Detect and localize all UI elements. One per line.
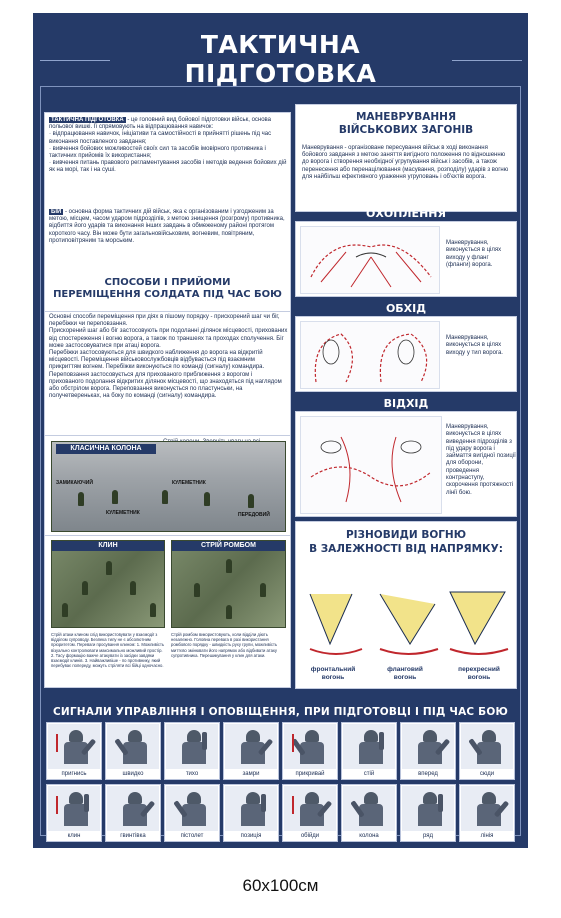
fire-type-cross [444, 666, 514, 681]
wedge-label: КЛИН [52, 541, 164, 551]
page-title [33, 30, 528, 88]
withdrawal-panel [295, 411, 517, 517]
bypass-panel [295, 316, 517, 392]
signal-label: пригнись [61, 771, 87, 777]
size-label: 60x100см [242, 876, 319, 895]
fire-type-frontal [300, 666, 366, 681]
title-line-2: ПІДГОТОВКА [184, 59, 377, 88]
signal-soldier-figure [343, 724, 395, 769]
signal-label: обійди [300, 833, 320, 839]
signal-card [282, 722, 338, 780]
signal-soldier-figure [48, 786, 100, 831]
signal-soldier-figure [284, 786, 336, 831]
envelopment-heading: ОХОПЛЕННЯ [366, 207, 446, 220]
fire-type-label: перехресний [458, 666, 500, 673]
envelopment-note: Маневрування, виконується в цілях виходу у фланг (фланги) ворога. [446, 240, 502, 268]
signal-card [105, 722, 161, 780]
rhombus-photo [171, 540, 286, 628]
rhombus-label: СТРІЙ РОМБОМ [172, 541, 285, 551]
signal-card [164, 722, 220, 780]
signal-card [46, 784, 102, 842]
fire-type-label: вогонь [393, 673, 417, 681]
movement-heading-line-2: ПЕРЕМІЩЕННЯ СОЛДАТА ПІД ЧАС БОЮ [53, 289, 282, 300]
signal-label: клин [67, 833, 81, 839]
signal-soldier-figure [225, 724, 277, 769]
column-tag: ПЕРЕДОВИЙ [238, 512, 270, 518]
movement-heading [45, 277, 290, 301]
signal-arrow-icon [56, 796, 58, 814]
maneuver-text: Маневрування - організоване пересування військ в ході виконання бойового завдання з метою заняття вигідного положення по відношенню до ворога і створення необхідної угрупування військ і засобів, а також перенесення або перенацілювання (масування, розподілу) ударів з вогню для найбільш ефективного ураження угруповань і об'єктів ворога. [302, 145, 509, 180]
signal-label: стій [363, 771, 375, 777]
column-tag: КУЛЕМЕТНИК [106, 510, 140, 516]
signal-card [400, 784, 456, 842]
signal-soldier-figure [107, 786, 159, 831]
signal-card [105, 784, 161, 842]
rhombus-note: Стрій ромбом використовують, коли відділи діють незалежно. Головна перевага в разі використання ромбового порядку - швидкість руху групи, можливість миттєво змінювати його напрямок або відбивати атаку супротивника. Перешикування у клин для атаки. [171, 632, 278, 658]
soldier-figure [194, 583, 200, 597]
soldier-figure [248, 494, 254, 508]
column-tag: ЗАМИКАЮЧИЙ [56, 480, 93, 486]
signal-label: прикривай [295, 771, 325, 777]
maneuver-heading-line-1: МАНЕВРУВАННЯ [355, 111, 457, 123]
withdrawal-heading: ВІДХІД [383, 397, 429, 410]
signal-card [341, 784, 397, 842]
battle-paragraph [49, 209, 288, 245]
bypass-scheme [301, 322, 441, 390]
signal-card [223, 784, 279, 842]
battle-term: БІЙ [51, 209, 62, 215]
signal-label: лінія [480, 833, 494, 839]
formations-panel [44, 536, 291, 688]
battle-text: - основна форма тактичних дій військ, яка є організованим і узгодженим за метою, місцем, часом ударом підрозділів, з метою знищення (розгрому) противника, відбиття його ударів та виконання інших завдань в обмеженому районі протягом короткого часу. Він може бути загальновійськовим, вогневим, повітряним, протиповітряним та морським. [49, 209, 285, 244]
column-tag: КУЛЕМЕТНИК [172, 480, 206, 486]
soldier-figure [130, 581, 136, 595]
signal-card [400, 722, 456, 780]
signal-card [46, 722, 102, 780]
bypass-heading: ОБХІД [385, 302, 427, 315]
soldier-figure [62, 603, 68, 617]
movement-panel [44, 312, 291, 436]
withdrawal-diagram [300, 416, 442, 514]
signal-soldier-figure [166, 724, 218, 769]
fire-heading-line-2: В ЗАЛЕЖНОСТІ ВІД НАПРЯМКУ: [309, 543, 503, 555]
signal-arrow-icon [292, 796, 294, 814]
soldier-figure [226, 605, 232, 619]
signal-arrow-icon [292, 734, 294, 752]
signal-label: швидко [122, 771, 144, 777]
signal-card [341, 722, 397, 780]
maneuver-panel [295, 104, 517, 212]
title-line-1: ТАКТИЧНА [200, 30, 361, 59]
movement-heading-line-1: СПОСОБИ І ПРИЙОМИ [104, 277, 231, 288]
signal-label: тихо [185, 771, 199, 777]
soldier-figure [82, 581, 88, 595]
signal-label: гвинтівка [120, 833, 146, 839]
bypass-diagram [300, 321, 440, 389]
fire-panel [295, 521, 517, 689]
signal-soldier-figure [402, 786, 454, 831]
signal-label: ряд [422, 833, 434, 839]
maneuver-heading [296, 111, 516, 137]
intro-item: · відпрацювання навичок, ініціативи та самостійності в прийнятті рішень під час виконання поставленого завдання; [49, 131, 272, 145]
soldier-figure [106, 561, 112, 575]
envelopment-diagram [300, 226, 440, 294]
wedge-photo [51, 540, 165, 628]
maneuver-heading-line-2: ВІЙСЬКОВИХ ЗАГОНІВ [338, 124, 474, 136]
signal-arrow-icon [56, 734, 58, 752]
signal-card [282, 784, 338, 842]
soldier-figure [260, 583, 266, 597]
signal-label: колона [359, 833, 379, 839]
envelopment-panel [295, 221, 517, 297]
soldier-figure [150, 603, 156, 617]
column-label: КЛАСИЧНА КОЛОНА [56, 444, 156, 454]
fire-type-label: вогонь [321, 673, 345, 681]
movement-text: Основні способи переміщення при діях в пішому порядку - прискорений шаг чи біг, перебіжки чи переповзання. Прискорений шаг або біг застосовують при подоланні ділянок місцевості, прихованих від спостереження і вогню ворога, а також по траншеях та проходах сполучення. Біг може застосовуватися при атаці ворога. Перебіжки застосовуються для швидкого наближення до ворога на відкритій місцевості. Переміщення військовослужбовців відбувається під взаємним прикриттям вогнем. Перебіжки виконуються по команді (сигналу) командира. Переповзання застосовується для прихованого приближення з ворогом і прихованого подолання відкритих ділянок місцевості, що знаходяться під наглядом або обстрілом ворога. Переповзання виконується по пластунськи, на получетвереньках, на боку по команді (сигналу) командира. [49, 314, 288, 400]
soldier-figure [162, 490, 168, 504]
intro-item: · вивчення питань правового регламентування засобів і методів ведення бойових дій як на морі, так і на суші. [49, 160, 287, 174]
signal-card [459, 722, 515, 780]
withdrawal-scheme [301, 417, 443, 515]
wedge-note: Стрій атаки клином слід використовувати у взаємодії з відділом супроводу. Безпека тилу не є абсолютним пріоритетом. Переваги просування клином: 1. Можливість візуально контролювати максимально можливий простір. 2. Тасу формацію важче атакувати із засідки завдяки взаємодії клинів. 3. Найважливіше - по противнику, який перебуває попереду, можуть стріляти всі бійці одночасно. [51, 632, 165, 669]
soldier-figure [226, 559, 232, 573]
withdrawal-note: Маневрування, виконується в цілях виведення підрозділів з під удару ворога і займаття вигідної позиції для оборони, проведення контрнаступу, скорочення протяжності лінії бою. [446, 424, 516, 496]
column-photo [51, 441, 286, 532]
signal-label: сюди [479, 771, 495, 777]
signal-soldier-figure [343, 786, 395, 831]
signal-soldier-figure [225, 786, 277, 831]
fire-scheme [300, 574, 514, 666]
fire-type-label: вогонь [467, 673, 491, 681]
intro-panel [44, 112, 291, 312]
signal-label: позиція [240, 833, 262, 839]
signal-label: замри [242, 771, 260, 777]
signal-label: вперед [418, 771, 438, 777]
soldier-figure [204, 492, 210, 506]
signal-soldier-figure [107, 724, 159, 769]
intro-text: - це головний вид бойової підготовки військ, основа польової вишкі. Її спрямовують на відпрацювання навичок: [49, 117, 272, 131]
soldier-figure [112, 490, 118, 504]
signal-soldier-figure [48, 724, 100, 769]
signal-card [459, 784, 515, 842]
soldier-figure [78, 492, 84, 506]
fire-type-label: фланговий [387, 666, 423, 673]
signal-label: пістолет [180, 833, 204, 839]
signal-card [164, 784, 220, 842]
intro-term: ТАКТИЧНА ПІДГОТОВКА [51, 117, 124, 123]
signal-soldier-figure [461, 786, 513, 831]
signal-soldier-figure [284, 724, 336, 769]
signals-heading: СИГНАЛИ УПРАВЛІННЯ І ОПОВІЩЕННЯ, ПРИ ПІДГОТОВЦІ І ПІД ЧАС БОЮ [52, 706, 509, 718]
signal-soldier-figure [402, 724, 454, 769]
bypass-note: Маневрування, виконується в цілях виходу у тил ворога. [446, 335, 503, 356]
fire-type-flank [372, 666, 438, 681]
signal-soldier-figure [166, 786, 218, 831]
fire-heading [296, 528, 516, 556]
signal-soldier-figure [461, 724, 513, 769]
envelopment-scheme [301, 227, 441, 295]
intro-item: · вивчення бойових можливостей своїх сил та засобів імовірного противника і тактичних прийомів їх використання; [49, 145, 266, 160]
fire-heading-line-1: РІЗНОВИДИ ВОГНЮ [345, 529, 467, 541]
fire-type-label: фронтальний [310, 666, 356, 673]
column-panel [44, 436, 291, 536]
signal-card [223, 722, 279, 780]
intro-paragraph [49, 117, 288, 175]
